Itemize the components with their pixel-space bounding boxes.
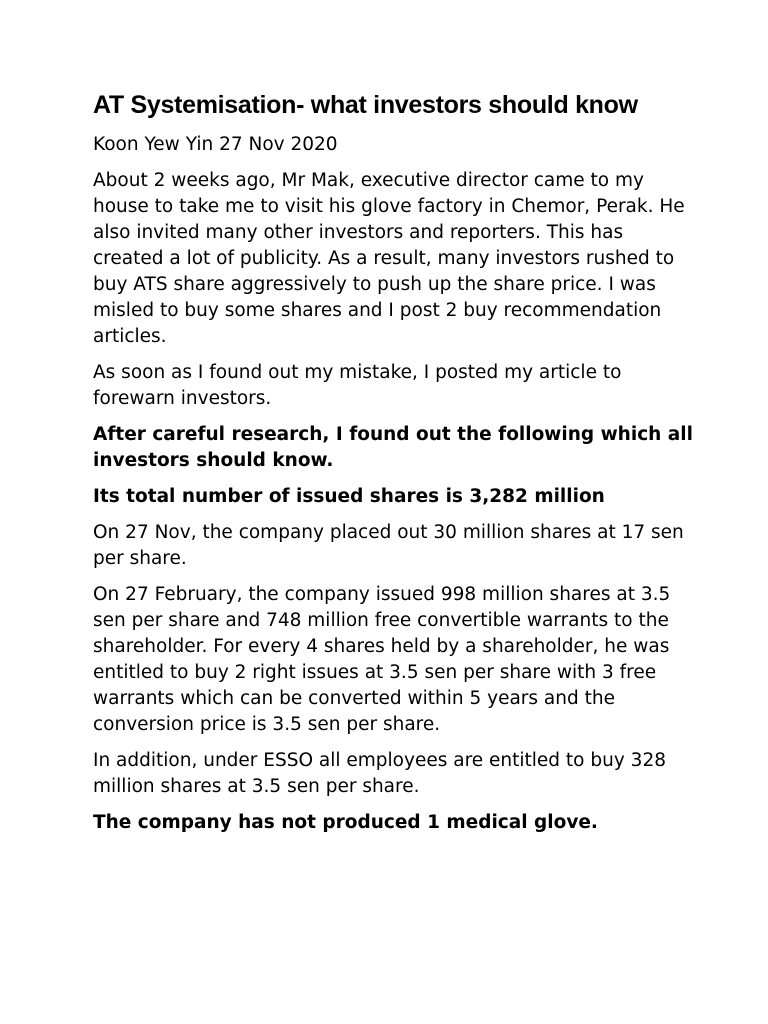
document-page — [93, 88, 693, 846]
paragraph-rights-issue: On 27 February, the company issued 998 million shares at 3.5 sen per share and 748 million free convertible warrants to the shareholder. For every 4 shares held by a shareholder, he was entitled to buy 2 right issues at 3.5 sen per share with 3 free warrants which can be converted within 5 years and the conversion price is 3.5 sen per share. — [93, 584, 671, 735]
article-title: AT Systemisation- what investors should know — [93, 91, 638, 119]
paragraph-research-heading: After careful research, I found out the following which all investors should know. — [93, 424, 693, 471]
paragraph-intro: About 2 weeks ago, Mr Mak, executive director came to my house to take me to visit his glove factory in Chemor, Perak. He also invited many other investors and reporters. This has created a lot of publicity. As a result, many investors rushed to buy ATS share aggressively to push up the share price. I was misled to buy some shares and I post 2 buy recommendation articles. — [93, 170, 685, 347]
paragraph-placement: On 27 Nov, the company placed out 30 million shares at 17 sen per share. — [93, 522, 684, 569]
article-byline: Koon Yew Yin 27 Nov 2020 — [93, 134, 338, 155]
paragraph-conclusion: The company has not produced 1 medical glove. — [93, 812, 598, 833]
paragraph-esos: In addition, under ESSO all employees are entitled to buy 328 million shares at 3.5 sen per share. — [93, 750, 666, 797]
paragraph-issued-shares: Its total number of issued shares is 3,282 million — [93, 486, 605, 507]
paragraph-forewarn: As soon as I found out my mistake, I posted my article to forewarn investors. — [93, 362, 622, 409]
